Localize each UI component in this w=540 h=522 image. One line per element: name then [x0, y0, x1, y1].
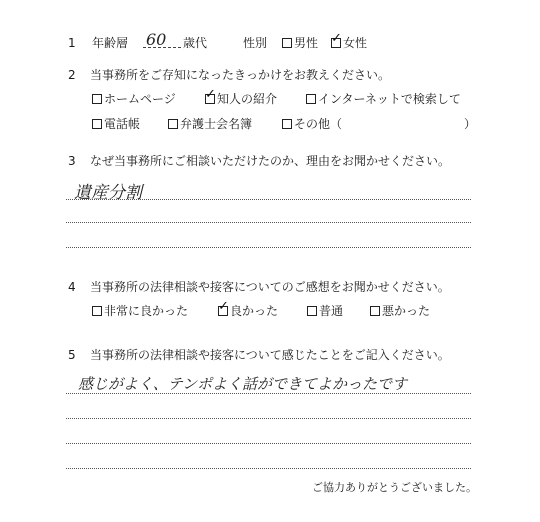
checkbox-average[interactable] — [307, 306, 317, 316]
age-label: 年齢層 — [92, 36, 129, 50]
check-mark-icon: ✓ — [205, 87, 216, 102]
q2-option-bar-directory-label: 弁護士会名簿 — [180, 117, 253, 131]
checkbox-phonebook[interactable] — [92, 119, 102, 129]
q5-number: 5 — [68, 348, 76, 362]
q3-handwritten-answer[interactable]: 遺産分割 — [74, 183, 142, 203]
q5-answer-line-4 — [66, 468, 471, 469]
q4-option-average-label: 普通 — [319, 304, 344, 318]
q5-handwritten-answer[interactable]: 感じがよく、テンポよく話ができてよかったです — [78, 375, 407, 393]
q3-number: 3 — [68, 154, 76, 168]
checkbox-female[interactable] — [331, 31, 342, 48]
checkbox-male[interactable] — [282, 38, 292, 48]
age-underline — [143, 47, 181, 48]
q5-answer-line-1 — [66, 393, 471, 394]
check-mark-icon: ✓ — [331, 31, 342, 46]
checkbox-other[interactable] — [282, 119, 292, 129]
q2-other-close-paren: ） — [464, 117, 477, 131]
gender-female-label: 女性 — [343, 36, 368, 50]
q2-option-phonebook[interactable] — [92, 117, 140, 131]
q2-option-acquaintance[interactable] — [205, 87, 278, 106]
gender-male-option[interactable] — [282, 36, 318, 50]
q5-answer-line-2 — [66, 418, 471, 419]
checkbox-acquaintance[interactable] — [205, 87, 216, 104]
q2-option-bar-directory[interactable] — [168, 117, 252, 131]
check-mark-icon: ✓ — [218, 299, 229, 314]
q2-option-phonebook-label: 電話帳 — [104, 117, 141, 131]
q4-option-very-good-label: 非常に良かった — [104, 304, 189, 318]
q4-number: 4 — [68, 280, 76, 294]
checkbox-bar-directory[interactable] — [168, 119, 178, 129]
q2-option-other-label: その他（ — [294, 117, 343, 131]
checkbox-homepage[interactable] — [92, 94, 102, 104]
q4-option-bad-label: 悪かった — [382, 304, 431, 318]
q4-option-good[interactable] — [218, 299, 279, 318]
q2-option-homepage[interactable] — [92, 92, 176, 106]
q4-option-very-good[interactable] — [92, 304, 188, 318]
q2-option-other[interactable] — [282, 117, 342, 131]
q4-option-bad[interactable] — [370, 304, 430, 318]
q2-option-homepage-label: ホームページ — [104, 92, 176, 106]
gender-male-label: 男性 — [294, 36, 319, 50]
q4-option-average[interactable] — [307, 304, 343, 318]
checkbox-very-good[interactable] — [92, 306, 102, 316]
thank-you-footer: ご協力ありがとうございました。 — [312, 481, 477, 494]
q2-option-internet[interactable] — [306, 92, 461, 106]
q4-option-good-label: 良かった — [230, 304, 279, 318]
q2-option-acquaintance-label: 知人の紹介 — [217, 92, 278, 106]
q3-question-text: なぜ当事務所にご相談いただけたのか、理由をお聞かせください。 — [90, 154, 451, 168]
gender-female-option[interactable] — [331, 31, 368, 50]
q4-question-text: 当事務所の法律相談や接客についてのご感想をお聞かせください。 — [90, 280, 450, 294]
q3-answer-line-2 — [66, 222, 471, 223]
age-handwritten-value[interactable]: 60 — [146, 30, 167, 49]
checkbox-good[interactable] — [218, 299, 229, 316]
q1-number: 1 — [68, 36, 76, 50]
q2-option-internet-label: インターネットで検索して — [318, 92, 461, 106]
q2-number: 2 — [68, 68, 76, 82]
q5-question-text: 当事務所の法律相談や接客について感じたことをご記入ください。 — [90, 348, 450, 362]
gender-label: 性別 — [243, 36, 268, 50]
q3-answer-line-3 — [66, 247, 471, 248]
q3-answer-line-1 — [66, 199, 471, 200]
checkbox-bad[interactable] — [370, 306, 380, 316]
age-suffix: 歳代 — [183, 36, 208, 50]
q5-answer-line-3 — [66, 443, 471, 444]
checkbox-internet[interactable] — [306, 94, 316, 104]
q2-question-text: 当事務所をご存知になったきっかけをお教えください。 — [90, 68, 391, 82]
